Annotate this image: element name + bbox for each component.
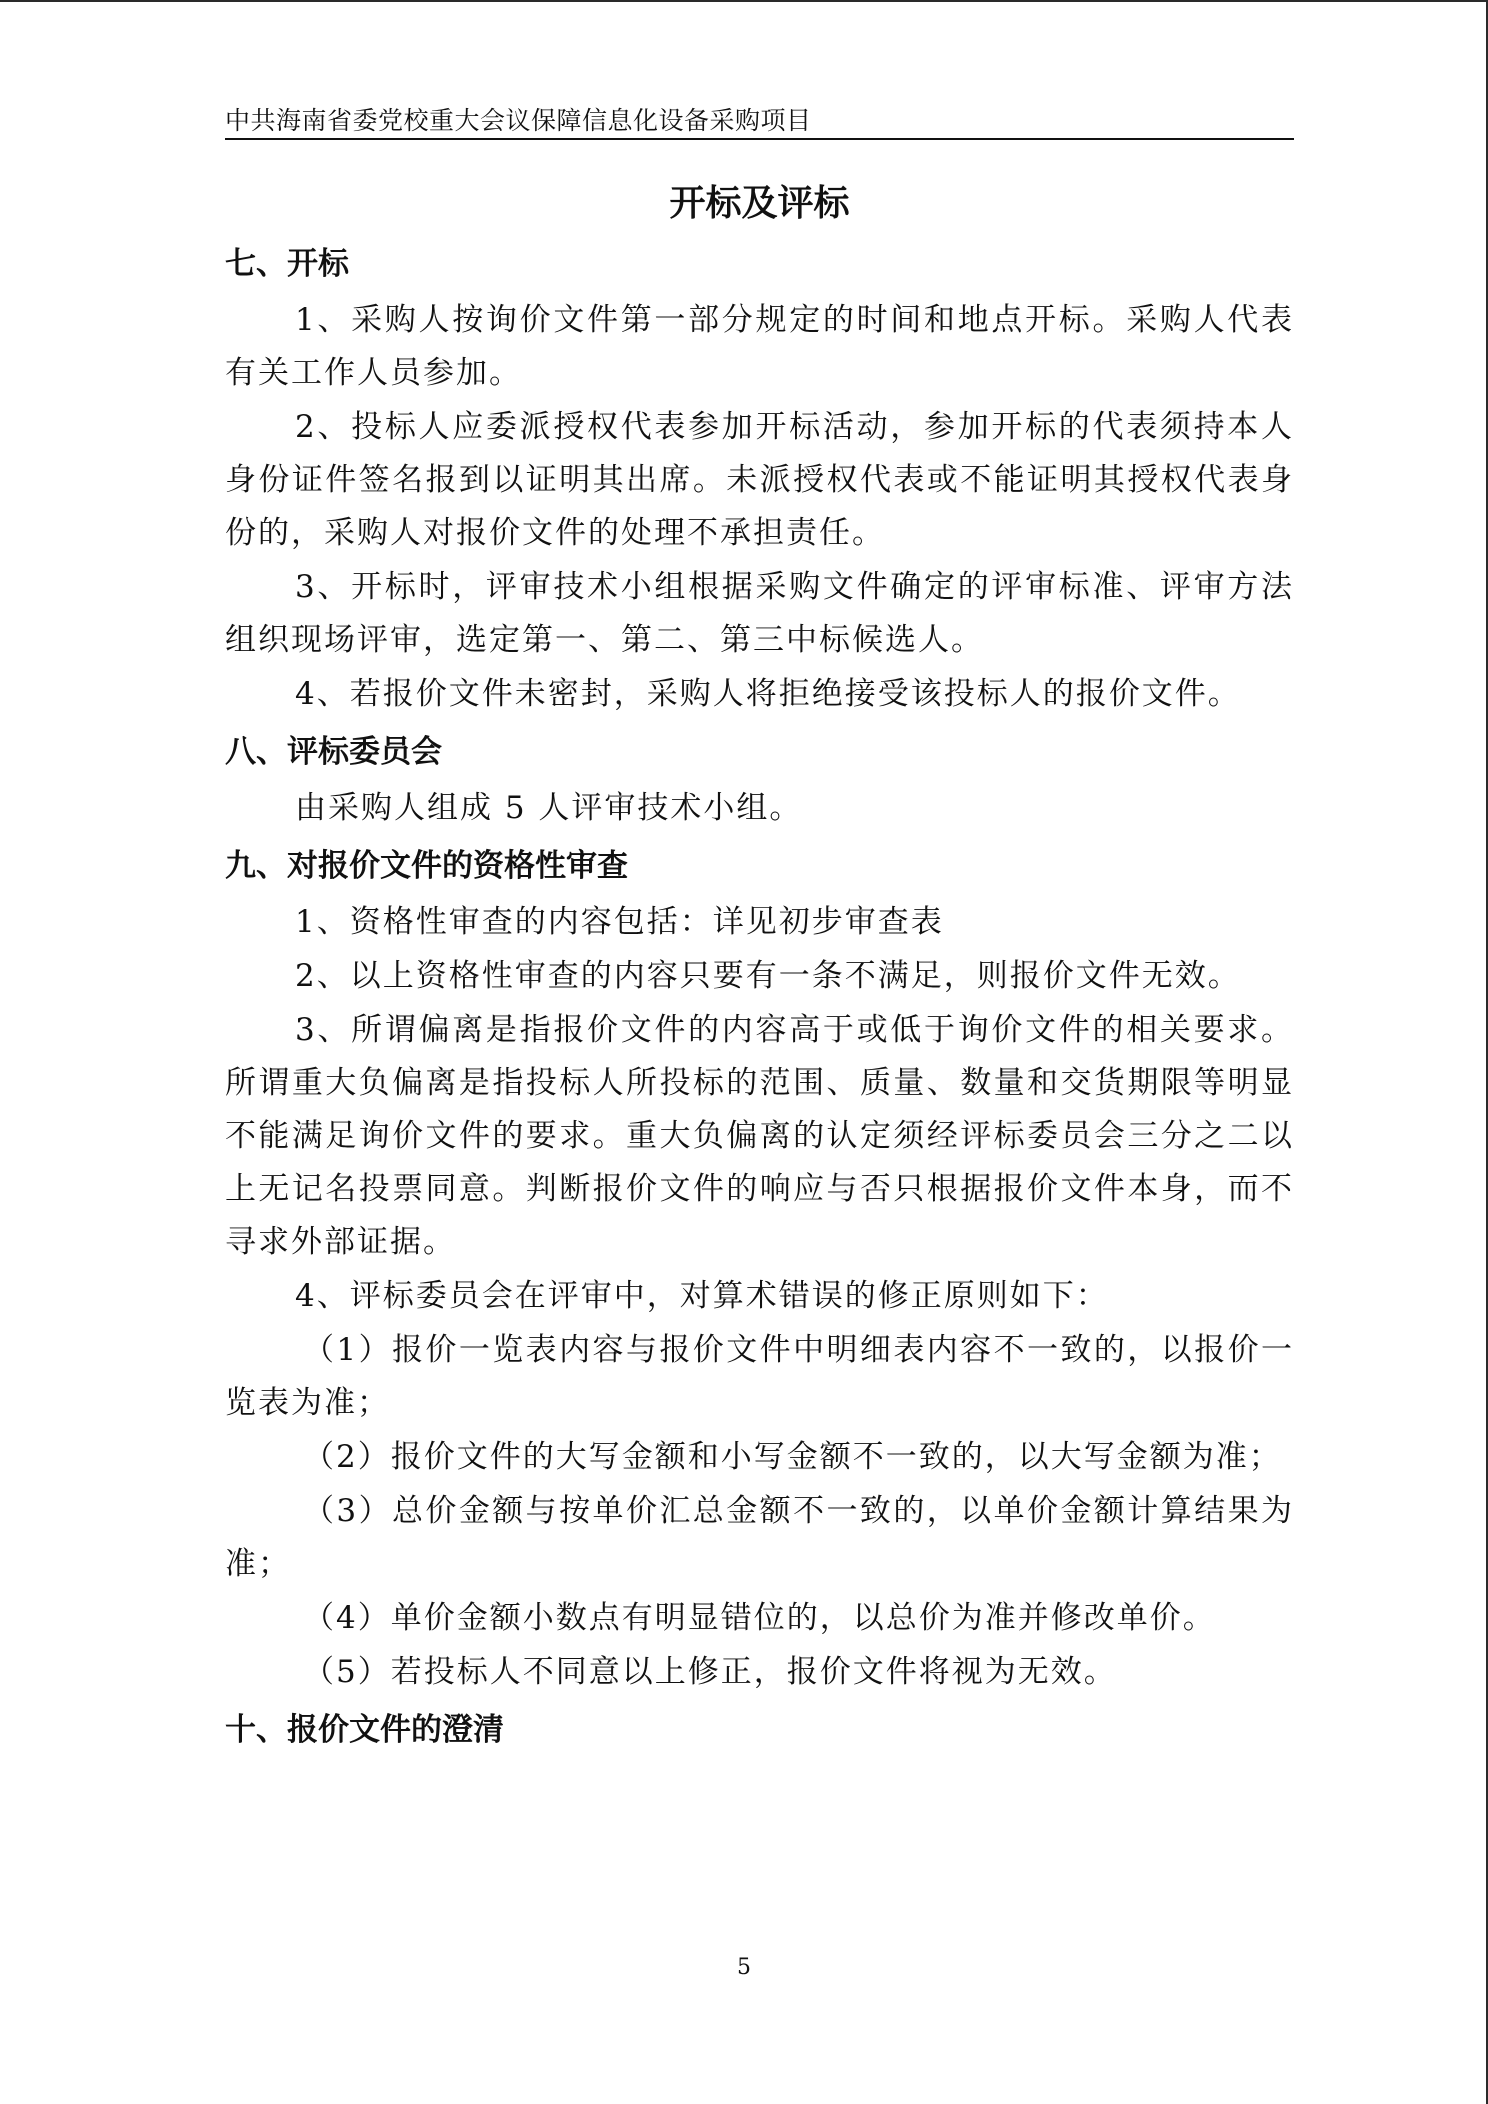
paragraph: 4、若报价文件未密封，采购人将拒绝接受该投标人的报价文件。 <box>295 676 1241 712</box>
sub-paragraph: （2）报价文件的大写金额和小写金额不一致的，以大写金额为准； <box>303 1439 1282 1475</box>
paragraph: 1、采购人按询价文件第一部分规定的时间和地点开标。采购人代表有关工作人员参加。 <box>225 302 1294 391</box>
sub-paragraph: （5）若投标人不同意以上修正，报价文件将视为无效。 <box>303 1654 1117 1690</box>
section-heading-committee: 八、评标委员会 <box>225 734 442 770</box>
document-header: 中共海南省委党校重大会议保障信息化设备采购项目 <box>225 104 1294 140</box>
paragraph: 3、所谓偏离是指报价文件的内容高于或低于询价文件的相关要求。所谓重大负偏离是指投标人所投标的范围、质量、数量和交货期限等明显不能满足询价文件的要求。重大负偏离的认定须经评标委员会三分之二以上无记名投票同意。判断报价文件的响应与否只根据报价文件本身，而不寻求外部证据。 <box>225 1012 1294 1260</box>
paragraph: 1、资格性审查的内容包括：详见初步审查表 <box>295 904 944 940</box>
section-heading-clarification: 十、报价文件的澄清 <box>225 1712 504 1748</box>
sub-paragraph: （1）报价一览表内容与报价文件中明细表内容不一致的，以报价一览表为准； <box>225 1332 1294 1421</box>
sub-paragraph: （4）单价金额小数点有明显错位的，以总价为准并修改单价。 <box>303 1600 1216 1636</box>
sub-paragraph: （3）总价金额与按单价汇总金额不一致的，以单价金额计算结果为准； <box>225 1493 1294 1582</box>
paragraph: 2、投标人应委派授权代表参加开标活动，参加开标的代表须持本人身份证件签名报到以证明其出席。未派授权代表或不能证明其授权代表身份的，采购人对报价文件的处理不承担责任。 <box>225 409 1294 551</box>
paragraph: 2、以上资格性审查的内容只要有一条不满足，则报价文件无效。 <box>295 958 1241 994</box>
page-title: 开标及评标 <box>669 183 850 224</box>
paragraph: 由采购人组成 5 人评审技术小组。 <box>295 790 803 826</box>
page-number: 5 <box>737 1955 751 1980</box>
paragraph: 3、开标时，评审技术小组根据采购文件确定的评审标准、评审方法组织现场评审，选定第一、第二、第三中标候选人。 <box>225 569 1294 658</box>
section-heading-opening: 七、开标 <box>225 246 349 282</box>
section-heading-qualification: 九、对报价文件的资格性审查 <box>225 848 628 884</box>
document-body <box>225 174 1294 1760</box>
paragraph: 4、评标委员会在评审中，对算术错误的修正原则如下： <box>295 1278 1109 1314</box>
